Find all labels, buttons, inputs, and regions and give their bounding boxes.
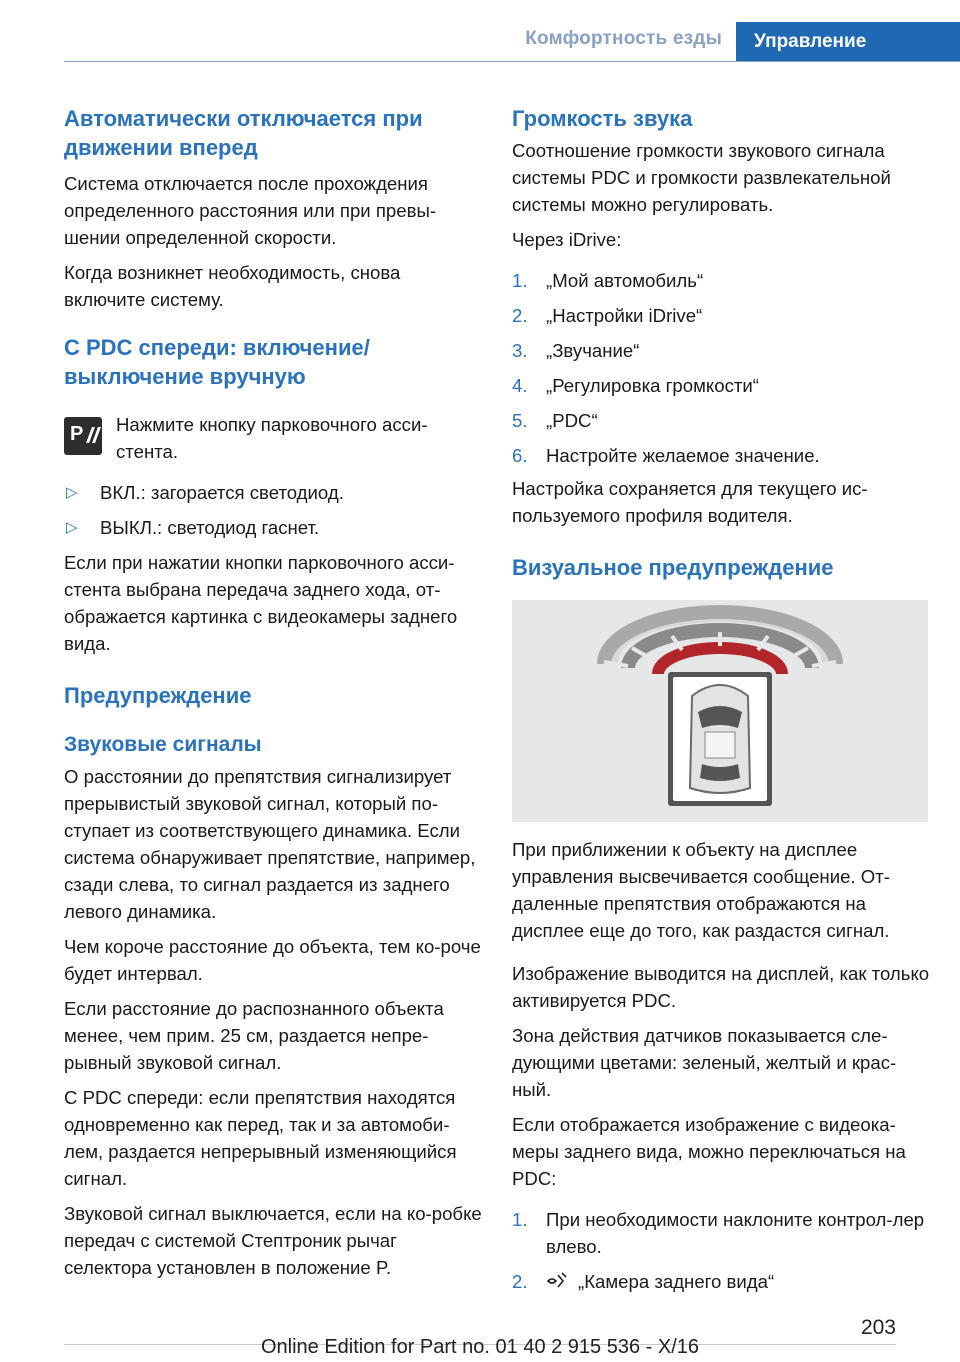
paragraph: При приближении к объекту на дисплее управления высвечивается сообщение. От-даленные препятствия отображаются на дисплее еще до того, как раздастся сигнал.	[512, 839, 890, 941]
pdc-button-instruction	[64, 411, 484, 465]
list-item: 2. „Настройки iDrive“	[512, 305, 703, 326]
breadcrumb-controls[interactable]: Управление	[736, 22, 960, 62]
triangle-bullet-icon: ▷	[66, 519, 78, 536]
heading-volume: Громкость звука	[512, 106, 693, 131]
header-divider	[64, 61, 960, 62]
paragraph: Настройка сохраняется для текущего ис-пользуемого профиля водителя.	[512, 478, 868, 526]
paragraph: Соотношение громкости звукового сигнала системы PDC и громкости развлекательной системы можно регулировать.	[512, 140, 891, 215]
paragraph: Нажмите кнопку парковочного асси-стента.	[116, 414, 428, 462]
paragraph: С PDC спереди: если препятствия находятся одновременно как перед, так и за автомоби-лем, раздается непрерывный изменяющийся сигнал.	[64, 1087, 457, 1189]
heading-warning: Предупреждение	[64, 683, 252, 708]
list-item: 6. Настройте желаемое значение.	[512, 445, 820, 466]
car-with-sensor-zones-icon	[512, 600, 928, 822]
paragraph: О расстоянии до препятствия сигнализирует прерывистый звуковой сигнал, который по-ступает из соответствующего динамика. Если система обнаруживает препятствие, например, сзади слева, то сигнал раздается из заднего левого динамика.	[64, 766, 476, 922]
paragraph: Если отображается изображение с видеока-меры заднего вида, можно переключаться на PDC:	[512, 1114, 906, 1189]
list-item: 5. „PDC“	[512, 410, 598, 431]
list-item: 1. При необходимости наклоните контрол-лер влево.	[512, 1209, 925, 1257]
left-column	[64, 104, 484, 1281]
list-item: ▷ ВКЛ.: загорается светодиод.	[64, 479, 484, 506]
page-header	[0, 0, 960, 62]
paragraph: Система отключается после прохождения определенного расстояния или при превы-шении определенной скорости.	[64, 173, 437, 248]
paragraph: Зона действия датчиков показывается сле-дующими цветами: зеленый, желтый и крас-ный.	[512, 1025, 897, 1100]
rear-camera-icon	[546, 1271, 568, 1291]
paragraph: Через iDrive:	[512, 229, 622, 250]
list-item: 2. „Камера заднего вида“	[512, 1271, 775, 1292]
breadcrumb-comfort[interactable]: Комфортность езды	[525, 28, 722, 49]
triangle-bullet-icon: ▷	[66, 484, 78, 501]
list-item: 4. „Регулировка громкости“	[512, 375, 759, 396]
paragraph: Если при нажатии кнопки парковочного асси-стента выбрана передача заднего хода, от-ображается картинка с видеокамеры заднего вида.	[64, 552, 458, 654]
paragraph: Если расстояние до распознанного объекта менее, чем прим. 25 см, раздается непре-рывный звуковой сигнал.	[64, 998, 444, 1073]
paragraph: Изображение выводится на дисплей, как только активируется PDC.	[512, 963, 930, 1011]
heading-visual-warning: Визуальное предупреждение	[512, 555, 834, 580]
paragraph: Звуковой сигнал выключается, если на ко-робке передач с системой Стептроник рычаг селектора установлен в положение P.	[64, 1203, 482, 1278]
led-state-list	[64, 479, 484, 541]
list-item: 1. „Мой автомобиль“	[512, 270, 704, 291]
switch-to-pdc-steps	[512, 1206, 932, 1295]
paragraph: Чем короче расстояние до объекта, тем ко-роче будет интервал.	[64, 936, 481, 984]
page-number: 203	[860, 1316, 896, 1339]
heading-front-pdc-manual: С PDC спереди: включение/выключение вручную	[64, 335, 370, 389]
right-column	[512, 104, 932, 1303]
heading-sound-signals: Звуковые сигналы	[64, 733, 262, 756]
list-item: 3. „Звучание“	[512, 340, 640, 361]
idrive-steps-list	[512, 267, 932, 469]
paragraph: Когда возникнет необходимость, снова включите систему.	[64, 262, 401, 310]
heading-auto-off: Автоматически отключается при движении вперед	[64, 106, 423, 160]
parking-assistant-button-icon: P	[64, 417, 102, 455]
list-item: ▷ ВЫКЛ.: светодиод гаснет.	[64, 514, 484, 541]
edition-note: Online Edition for Part no. 01 40 2 915 536 - X/16	[260, 1336, 700, 1358]
pdc-display-illustration	[512, 600, 928, 822]
